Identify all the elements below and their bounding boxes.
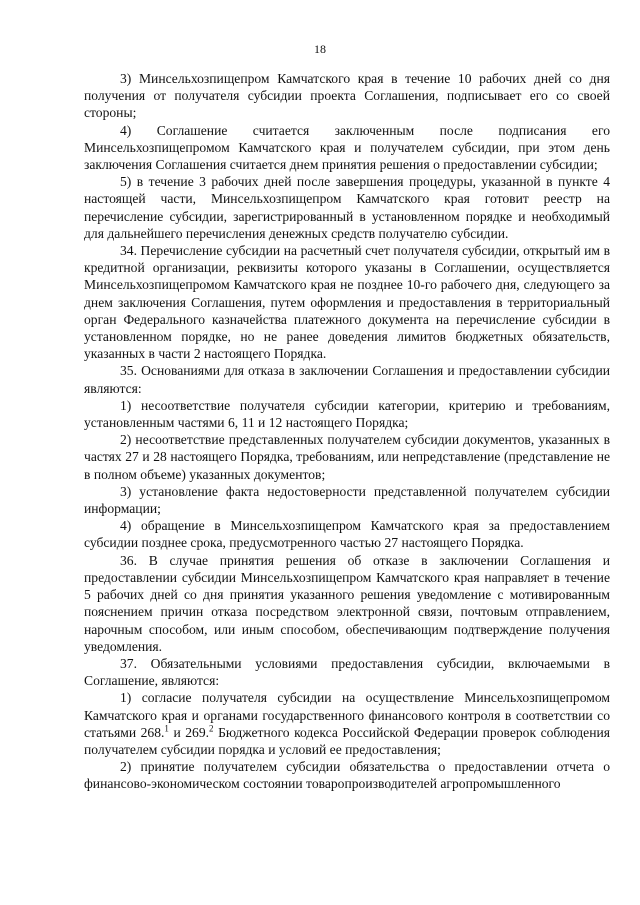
- law-text-part-2: и 269.: [168, 724, 210, 740]
- paragraph-35-refusal-grounds: 35. Основаниями для отказа в заключении Соглашения и предоставлении субсидии являются:: [84, 363, 610, 396]
- paragraph-36-refusal-notice: 36. В случае принятия решения об отказе в заключении Соглашения и предоставлении субсидии Минсельхозпищепром Камчатского края направляет в течение 5 рабочих дней со дня принятия указанного решения уведомление с мотивированным пояснением причин отказа посредством электронной связи, почтовым отправлением, нарочным способом, или иным способом, обеспечивающим подтверждение получения уведомления.: [84, 552, 610, 654]
- page-number: 18: [314, 42, 326, 56]
- law-text-part-3: Бюджетного кодекса Российской Федерации проверок соблюдения получателем субсидии порядка и условий ее предоставления;: [84, 724, 610, 757]
- law-text-part-1: 1) согласие получателя субсидии на осуществление Минсельхозпищепромом Камчатского края и органами государственного финансового контроля в соответствии со статьями 268.: [84, 690, 610, 740]
- paragraph-5-registry: 5) в течение 3 рабочих дней после завершения процедуры, указанной в пункте 4 настоящей части, Минсельхозпищепром Камчатского края готовит реестр на перечисление субсидии, зарегистрированный в установленном порядке и необходимый для дальнейшего перечисления денежных средств получателю субсидии.: [84, 174, 610, 241]
- article-superscript-2: 2: [209, 723, 214, 734]
- paragraph-34-transfer: 34. Перечисление субсидии на расчетный счет получателя субсидии, открытый им в кредитной организации, реквизиты которого указаны в Соглашении, осуществляется Минсельхозпищепромом Камчатского края не позднее 10-го рабочего дня, следующего за днем заключения Соглашения, путем оформления и предоставления в территориальный орган Федерального казначейства платежного документа на перечисление субсидии в установленном порядке, но не ранее доведения лимитов бюджетных обязательств, указанных в части 2 настоящего Порядка.: [84, 243, 610, 362]
- paragraph-4-agreement-concluded: 4) Соглашение считается заключенным после подписания его Минсельхозпищепромом Камчатского края и получателем субсидии, при этом день заключения Соглашения считается днем принятия решения о предоставлении субсидии;: [84, 122, 610, 173]
- paragraph-37-item-2: 2) принятие получателем субсидии обязательства о предоставлении отчета о финансово-экономическом состоянии товаропроизводителей агропромышленного: [84, 759, 610, 792]
- paragraph-37-item-1: [84, 689, 610, 758]
- paragraph-35-item-1: 1) несоответствие получателя субсидии категории, критерию и требованиям, установленным частями 6, 11 и 12 настоящего Порядка;: [84, 397, 610, 431]
- paragraph-35-item-3: 3) установление факта недостоверности представленной получателем субсидии информации;: [84, 483, 610, 517]
- document-body: [84, 70, 610, 793]
- paragraph-37-mandatory-conditions: 37. Обязательными условиями предоставления субсидии, включаемыми в Соглашение, являются:: [84, 655, 610, 689]
- paragraph-35-item-2: 2) несоответствие представленных получателем субсидии документов, указанных в частях 27 и 28 настоящего Порядка, требованиям, или непредставление (представление не в полном объеме) указанных документов;: [84, 432, 610, 482]
- paragraph-3-signing: 3) Минсельхозпищепром Камчатского края в течение 10 рабочих дней со дня получения от получателя субсидии проекта Соглашения, подписывает его со своей стороны;: [84, 71, 610, 121]
- article-superscript-1: 1: [164, 723, 169, 734]
- paragraph-35-item-4: 4) обращение в Минсельхозпищепром Камчатского края за предоставлением субсидии позднее срока, предусмотренного частью 27 настоящего Порядка.: [84, 518, 610, 551]
